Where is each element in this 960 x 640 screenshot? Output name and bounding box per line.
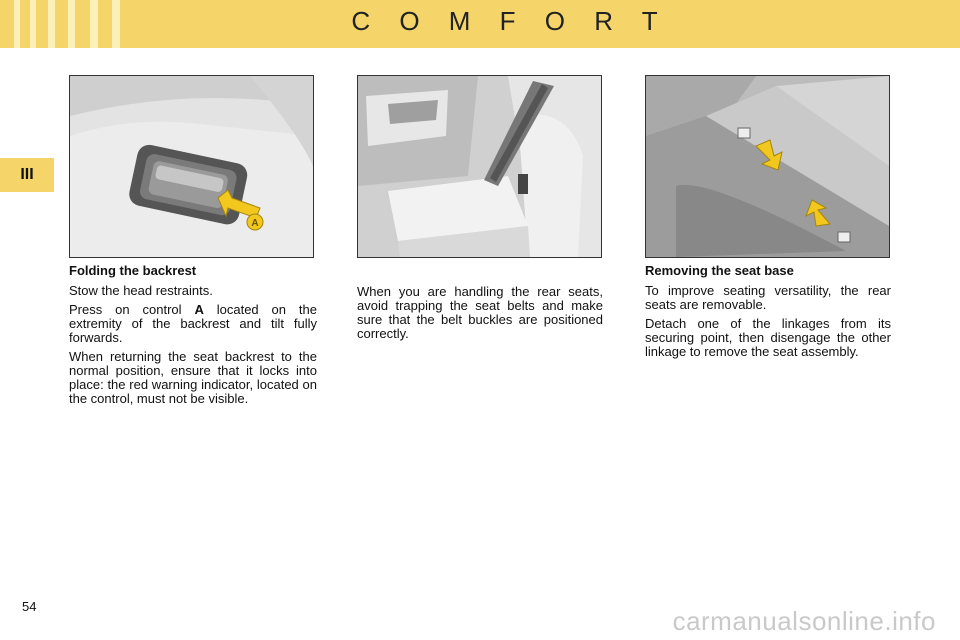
- page-number: 54: [22, 599, 37, 614]
- rear-seats-photo: [357, 75, 602, 258]
- section-heading: Folding the backrest: [69, 263, 197, 278]
- backrest-control-photo: [69, 75, 314, 258]
- right-column: [645, 264, 891, 364]
- control-label: A: [194, 302, 204, 317]
- chapter-tab[interactable]: III: [0, 158, 54, 192]
- paragraph: To improve seating versatility, the rear seats are removable.: [645, 283, 891, 312]
- section-heading: Removing the seat base: [645, 263, 794, 278]
- paragraph: Detach one of the linkages from its securing point, then disengage the other linkage to remove the seat assembly.: [645, 316, 891, 359]
- paragraph: Stow the head restraints.: [69, 283, 213, 298]
- left-column: [69, 264, 317, 411]
- rear-seats-illustration: [358, 76, 601, 257]
- marker-a-label: A: [251, 218, 259, 229]
- middle-column: [357, 285, 603, 346]
- paragraph: When returning the seat backrest to the normal position, ensure that it locks into place: the red warning indicator, located on the control, must not be visible.: [69, 349, 317, 406]
- seat-base-illustration: [646, 76, 889, 257]
- header-bar: [0, 0, 960, 48]
- text-run: located on the extremity of the backrest and tilt fully forwards.: [69, 302, 317, 345]
- paragraph: [69, 303, 317, 345]
- seat-base-linkage-photo: [645, 75, 890, 258]
- text-run: Press on control: [69, 302, 195, 317]
- paragraph: When you are handling the rear seats, avoid trapping the seat belts and make sure that the belt buckles are positioned correctly.: [357, 284, 603, 341]
- backrest-control-illustration: [70, 76, 313, 257]
- watermark: carmanualsonline.info: [672, 606, 936, 636]
- page-title: C O M F O R T: [351, 6, 669, 36]
